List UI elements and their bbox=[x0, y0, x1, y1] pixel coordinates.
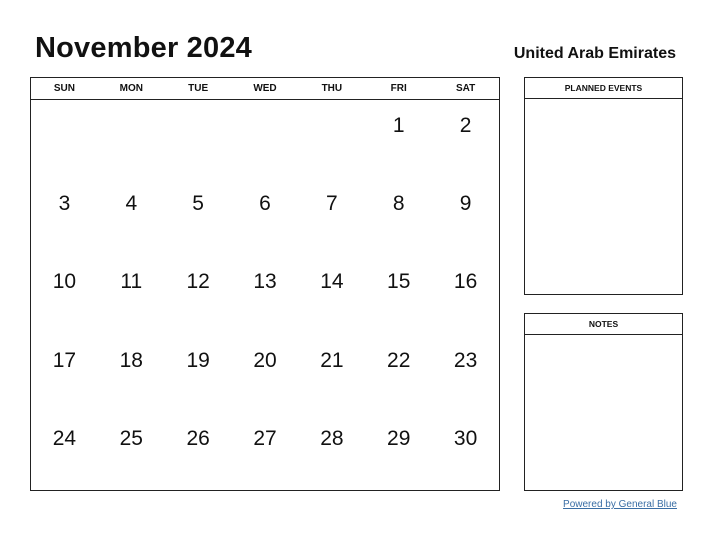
calendar-body bbox=[31, 100, 499, 491]
calendar-day-cell bbox=[365, 256, 432, 334]
calendar-empty-cell bbox=[31, 100, 98, 178]
calendar-day-cell bbox=[165, 256, 232, 334]
calendar-day-cell bbox=[432, 100, 499, 178]
weekday-header bbox=[31, 78, 499, 100]
calendar-week-row bbox=[31, 178, 499, 256]
day-number: 28 bbox=[320, 426, 344, 450]
calendar-day-cell bbox=[232, 335, 299, 413]
calendar-day-cell bbox=[432, 256, 499, 334]
calendar-day-cell bbox=[365, 413, 432, 491]
calendar-day-cell bbox=[31, 413, 98, 491]
planned-events-heading: PLANNED EVENTS bbox=[525, 78, 682, 99]
day-number: 8 bbox=[392, 192, 405, 216]
day-number: 27 bbox=[253, 426, 277, 450]
calendar-empty-cell bbox=[298, 100, 365, 178]
day-number: 1 bbox=[392, 114, 405, 137]
calendar-day-cell bbox=[165, 335, 232, 413]
calendar-day-cell bbox=[165, 178, 232, 256]
day-number: 23 bbox=[453, 348, 478, 372]
day-number: 16 bbox=[453, 270, 478, 294]
calendar-day-cell bbox=[31, 335, 98, 413]
day-number: 7 bbox=[326, 192, 338, 216]
calendar-day-cell bbox=[298, 335, 365, 413]
day-number: 10 bbox=[52, 270, 77, 294]
day-number: 14 bbox=[320, 270, 344, 294]
day-number: 12 bbox=[186, 270, 210, 294]
calendar-day-cell bbox=[31, 178, 98, 256]
calendar-day-cell bbox=[98, 335, 165, 413]
day-number: 30 bbox=[453, 426, 478, 450]
calendar-week-row bbox=[31, 100, 499, 178]
calendar-day-cell bbox=[298, 178, 365, 256]
weekday-label: MON bbox=[119, 83, 143, 94]
weekday-label: SAT bbox=[455, 83, 476, 94]
calendar-week-row bbox=[31, 256, 499, 334]
calendar-day-cell bbox=[232, 413, 299, 491]
notes-heading: NOTES bbox=[525, 314, 682, 335]
weekday-label: WED bbox=[253, 83, 277, 94]
calendar-day-cell bbox=[98, 178, 165, 256]
calendar-day-cell bbox=[98, 256, 165, 334]
calendar-day-cell bbox=[432, 178, 499, 256]
calendar-day-cell bbox=[298, 413, 365, 491]
calendar-day-cell bbox=[98, 413, 165, 491]
day-number: 6 bbox=[259, 192, 271, 216]
day-number: 4 bbox=[125, 192, 138, 216]
calendar-week-row bbox=[31, 335, 499, 413]
day-number: 20 bbox=[253, 348, 277, 372]
day-number: 11 bbox=[120, 270, 143, 294]
day-number: 9 bbox=[459, 192, 472, 216]
day-number: 26 bbox=[186, 426, 210, 450]
day-number: 17 bbox=[52, 348, 77, 372]
powered-by-link[interactable]: Powered by General Blue bbox=[563, 499, 677, 510]
day-number: 15 bbox=[387, 270, 411, 294]
day-number: 5 bbox=[192, 192, 204, 216]
calendar-day-cell bbox=[365, 100, 432, 178]
calendar-empty-cell bbox=[165, 100, 232, 178]
calendar-day-cell bbox=[365, 335, 432, 413]
calendar-day-cell bbox=[31, 256, 98, 334]
day-number: 21 bbox=[320, 348, 344, 372]
day-number: 25 bbox=[119, 426, 143, 450]
weekday-label: THU bbox=[321, 83, 343, 94]
calendar-day-cell bbox=[432, 335, 499, 413]
day-number: 2 bbox=[459, 114, 472, 137]
calendar-grid bbox=[30, 77, 500, 491]
calendar-empty-cell bbox=[232, 100, 299, 178]
day-number: 3 bbox=[58, 192, 71, 216]
calendar-day-cell bbox=[165, 413, 232, 491]
page-title: November 2024 bbox=[35, 32, 252, 64]
weekday-label: SUN bbox=[53, 83, 75, 94]
calendar-week-row bbox=[31, 413, 499, 491]
planned-events-panel bbox=[524, 77, 683, 295]
notes-panel bbox=[524, 313, 683, 491]
calendar-day-cell bbox=[298, 256, 365, 334]
day-number: 18 bbox=[119, 348, 143, 372]
calendar-day-cell bbox=[432, 413, 499, 491]
calendar-empty-cell bbox=[98, 100, 165, 178]
weekday-label: FRI bbox=[390, 83, 407, 94]
calendar-day-cell bbox=[232, 178, 299, 256]
country-label: United Arab Emirates bbox=[513, 45, 676, 62]
day-number: 19 bbox=[186, 348, 210, 372]
weekday-label: TUE bbox=[188, 83, 209, 94]
day-number: 13 bbox=[253, 270, 277, 294]
calendar-day-cell bbox=[232, 256, 299, 334]
calendar-day-cell bbox=[365, 178, 432, 256]
day-number: 29 bbox=[387, 426, 411, 450]
day-number: 22 bbox=[387, 348, 411, 372]
day-number: 24 bbox=[52, 426, 77, 450]
